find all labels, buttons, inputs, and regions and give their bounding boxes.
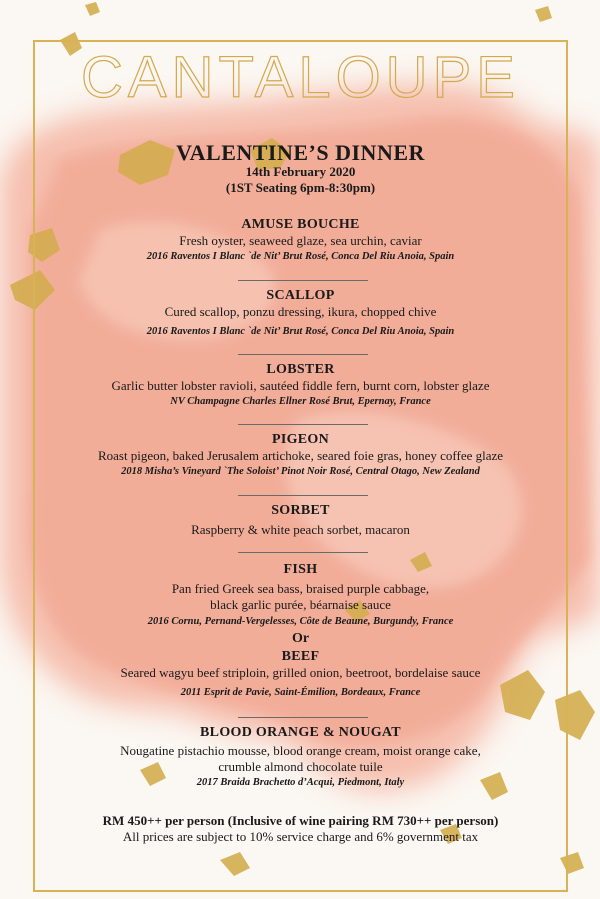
course-beef [33,648,568,700]
or-separator: Or [291,631,310,646]
course-description: crumble almond chocolate tuile [218,759,383,774]
course-description: Raspberry & white peach sorbet, macaron [191,522,410,537]
wine-pairing: 2016 Raventos I Blanc `de Nit’ Brut Rosé, Conca Del Riu Anoia, Spain [146,251,455,262]
event-seating: (1ST Seating 6pm-8:30pm) [225,180,376,195]
course-name: BLOOD ORANGE & NOUGAT [200,725,401,740]
course-amuse-bouche [33,216,568,264]
course-name: LOBSTER [266,362,335,377]
tax-note: All prices are subject to 10% service charge and 6% government tax [122,829,479,844]
course-lobster [33,361,568,409]
wine-pairing: NV Champagne Charles Ellner Rosé Brut, Epernay, France [170,396,431,407]
course-name: BEEF [281,649,320,664]
course-description: Seared wagyu beef striploin, grilled onion, beetroot, bordelaise sauce [120,665,481,680]
course-fish [33,561,568,629]
course-blood-orange-nougat [33,724,568,790]
course-description: Pan fried Greek sea bass, braised purple cabbage, [171,581,430,596]
wine-pairing: 2017 Braida Brachetto d’Acqui, Piedmont, Italy [196,777,405,788]
divider [238,354,368,355]
course-description: Roast pigeon, baked Jerusalem artichoke, seared foie gras, honey coffee glaze [97,448,504,463]
wine-pairing: 2011 Esprit de Pavie, Saint-Émilion, Bordeaux, France [180,687,421,698]
wine-pairing: 2016 Raventos I Blanc `de Nit’ Brut Rosé, Conca Del Riu Anoia, Spain [146,326,455,337]
divider [238,424,368,425]
price-line: RM 450++ per person (Inclusive of wine pairing RM 730++ per person) [102,813,499,828]
divider [238,280,368,281]
brand-logo: CANTALOUPE [81,45,520,110]
course-description: Fresh oyster, seaweed glaze, sea urchin, caviar [179,233,422,248]
course-name: SORBET [271,503,330,518]
course-name: SCALLOP [266,288,335,303]
wine-pairing: 2018 Misha’s Vineyard `The Soloist’ Pinot Noir Rosé, Central Otago, New Zealand [121,466,480,477]
course-name: AMUSE BOUCHE [241,217,360,232]
course-sorbet [33,502,568,538]
course-description: Nougatine pistachio mousse, blood orange cream, moist orange cake, [120,743,481,758]
divider [238,552,368,553]
course-description: Garlic butter lobster ravioli, sautéed fiddle fern, burnt corn, lobster glaze [111,378,490,393]
course-description: Cured scallop, ponzu dressing, ikura, chopped chive [164,304,437,319]
course-scallop [33,287,568,339]
course-pigeon [33,431,568,479]
wine-pairing: 2016 Cornu, Pernand-Vergelesses, Côte de Beaune, Burgundy, France [147,616,454,627]
event-date: 14th February 2020 [245,164,356,179]
course-name: FISH [283,562,318,577]
event-title: VALENTINE’S DINNER [176,140,425,165]
divider [238,495,368,496]
divider [238,717,368,718]
course-description: black garlic purée, béarnaise sauce [210,597,391,612]
course-name: PIGEON [271,432,330,447]
